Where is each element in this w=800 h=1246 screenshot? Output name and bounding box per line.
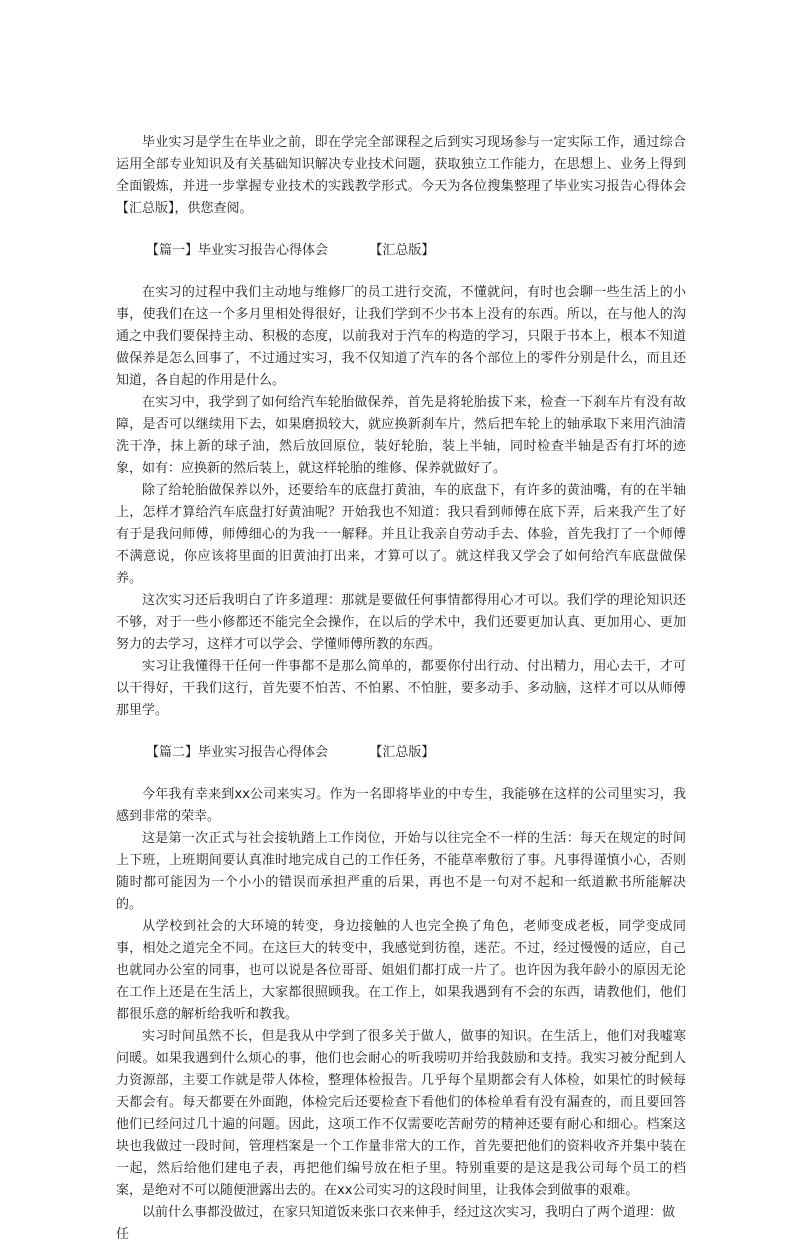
section-1-paragraph: 这次实习还后我明白了许多道理：那就是要做任何事情都得用心才可以。我们学的理论知识还不够，对于一些小修都还不能完全会操作，在以后的学术中，我们还要更加认真、更加用心、更加努力的去学习，这样才可以学会、学懂师傅所教的东西。 (116, 593, 686, 652)
section-2-paragraph: 从学校到社会的大环境的转变，身边接触的人也完全换了角色，老师变成老板，同学变成同事，相处之道完全不同。在这巨大的转变中，我感觉到彷徨，迷茫。不过，经过慢慢的适应，自己也就同办公室的同事，也可以说是各位哥哥、姐姐们都打成一片了。也许因为我年龄小的原因无论在工作上还是在生活上，大家都很照顾我。在工作上，如果我遇到有不会的东西，请教他们，他们都很乐意的解析给我听和教我。 (116, 919, 686, 1022)
section-1-paragraph: 在实习的过程中我们主动地与维修厂的员工进行交流，不懂就问，有时也会聊一些生活上的小事，使我们在这一个多月里相处得很好，让我们学到不少书本上没有的东西。所以，在与他人的沟通之中我们要保持主动、积极的态度，以前我对于汽车的构造的学习，只限于书本上，根本不知道做保养是怎么回事了，不过通过实习，我不仅知道了汽车的各个部位上的零件分别是什么，而且还知道，各自起的作用是什么。 (116, 285, 686, 388)
section-2-body (116, 784, 686, 1246)
section-1-title: 【篇一】毕业实习报告心得体会 【汇总版】 (146, 243, 435, 258)
section-2-paragraph: 今年我有幸来到xx公司来实习。作为一名即将毕业的中专生，我能够在这样的公司里实习，我感到非常的荣幸。 (116, 787, 686, 824)
section-2-paragraph: 以前什么事都没做过，在家只知道饭来张口衣来伸手，经过这次实习，我明白了两个道理：做任 (116, 1205, 676, 1242)
section-2-paragraph: 实习时间虽然不长，但是我从中学到了很多关于做人，做事的知识。在生活上，他们对我嘘寒问暖。如果我遇到什么烦心的事，他们也会耐心的听我唠叨并给我鼓励和支持。我实习被分配到人力资源部，主要工作就是带人体检，整理体检报告。几乎每个星期都会有人体检，如果忙的时候每天都会有。每天都要在外面跑，体检完后还要检查下看他们的体检单看有没有漏查的，而且要回答他们已经问过几十遍的问题。因此，这项工作不仅需要吃苦耐劳的精神还要有耐心和细心。档案这块也我做过一段时间，管理档案是一个工作量非常大的工作，首先要把他们的资料收齐并集中装在一起，然后给他们建电子表，再把他们编号放在柜子里。特别重要的是这是我公司每个员工的档案，是绝对不可以随便泄露出去的。在xx公司实习的这段时间里，让我体会到做事的艰难。 (116, 1029, 686, 1198)
intro-paragraph: 毕业实习是学生在毕业之前，即在学完全部课程之后到实习现场参与一定实际工作，通过综合运用全部专业知识及有关基础知识解决专业技术问题，获取独立工作能力，在思想上、业务上得到全面锻炼，并进一步掌握专业技术的实践教学形式。今天为各位搜集整理了毕业实习报告心得体会【汇总版】，供您查阅。 (116, 135, 686, 216)
section-1-paragraph: 除了给轮胎做保养以外，还要给车的底盘打黄油，车的底盘下，有许多的黄油嘴，有的在半轴上，怎样才算给汽车底盘打好黄油呢？开始我也不知道：我只看到师傅在底下弄，后来我产生了好有于是我问师傅，师傅细心的为我一一解释。并且让我亲自劳动手去、体验，首先我打了一个师傅不满意说，你应该将里面的旧黄油打出来，才算可以了。就这样我又学会了如何给汽车底盘做保养。 (116, 483, 686, 586)
section-1-body (116, 282, 686, 722)
section-1-paragraph: 在实习中，我学到了如何给汽车轮胎做保养，首先是将轮胎拔下来，检查一下刹车片有没有故障，是否可以继续用下去，如果磨损较大，就应换新刹车片，然后把车轮上的轴承取下来用汽油清洗干净，抹上新的球子油，然后放回原位，装好轮胎，装上半轴，同时检查半轴是否有打坏的迹象，如有：应换新的然后装上，就这样轮胎的维修、保养就做好了。 (116, 395, 686, 476)
document-page (116, 132, 686, 1246)
section-1-paragraph: 实习让我懂得干任何一件事都不是那么简单的，都要你付出行动、付出精力，用心去干，才可以干得好，干我们这行，首先要不怕苦、不怕累、不怕脏，要多动手、多动脑，这样才可以从师傅那里学。 (116, 659, 686, 718)
section-2-title: 【篇二】毕业实习报告心得体会 【汇总版】 (146, 745, 435, 760)
section-2-paragraph: 这是第一次正式与社会接轨踏上工作岗位，开始与以往完全不一样的生活：每天在规定的时间上下班，上班期间要认真准时地完成自己的工作任务，不能草率敷衍了事。凡事得谨慎小心，否则随时都可能因为一个小小的错误而承担严重的后果，再也不是一句对不起和一纸道歉书所能解决的。 (116, 831, 686, 912)
